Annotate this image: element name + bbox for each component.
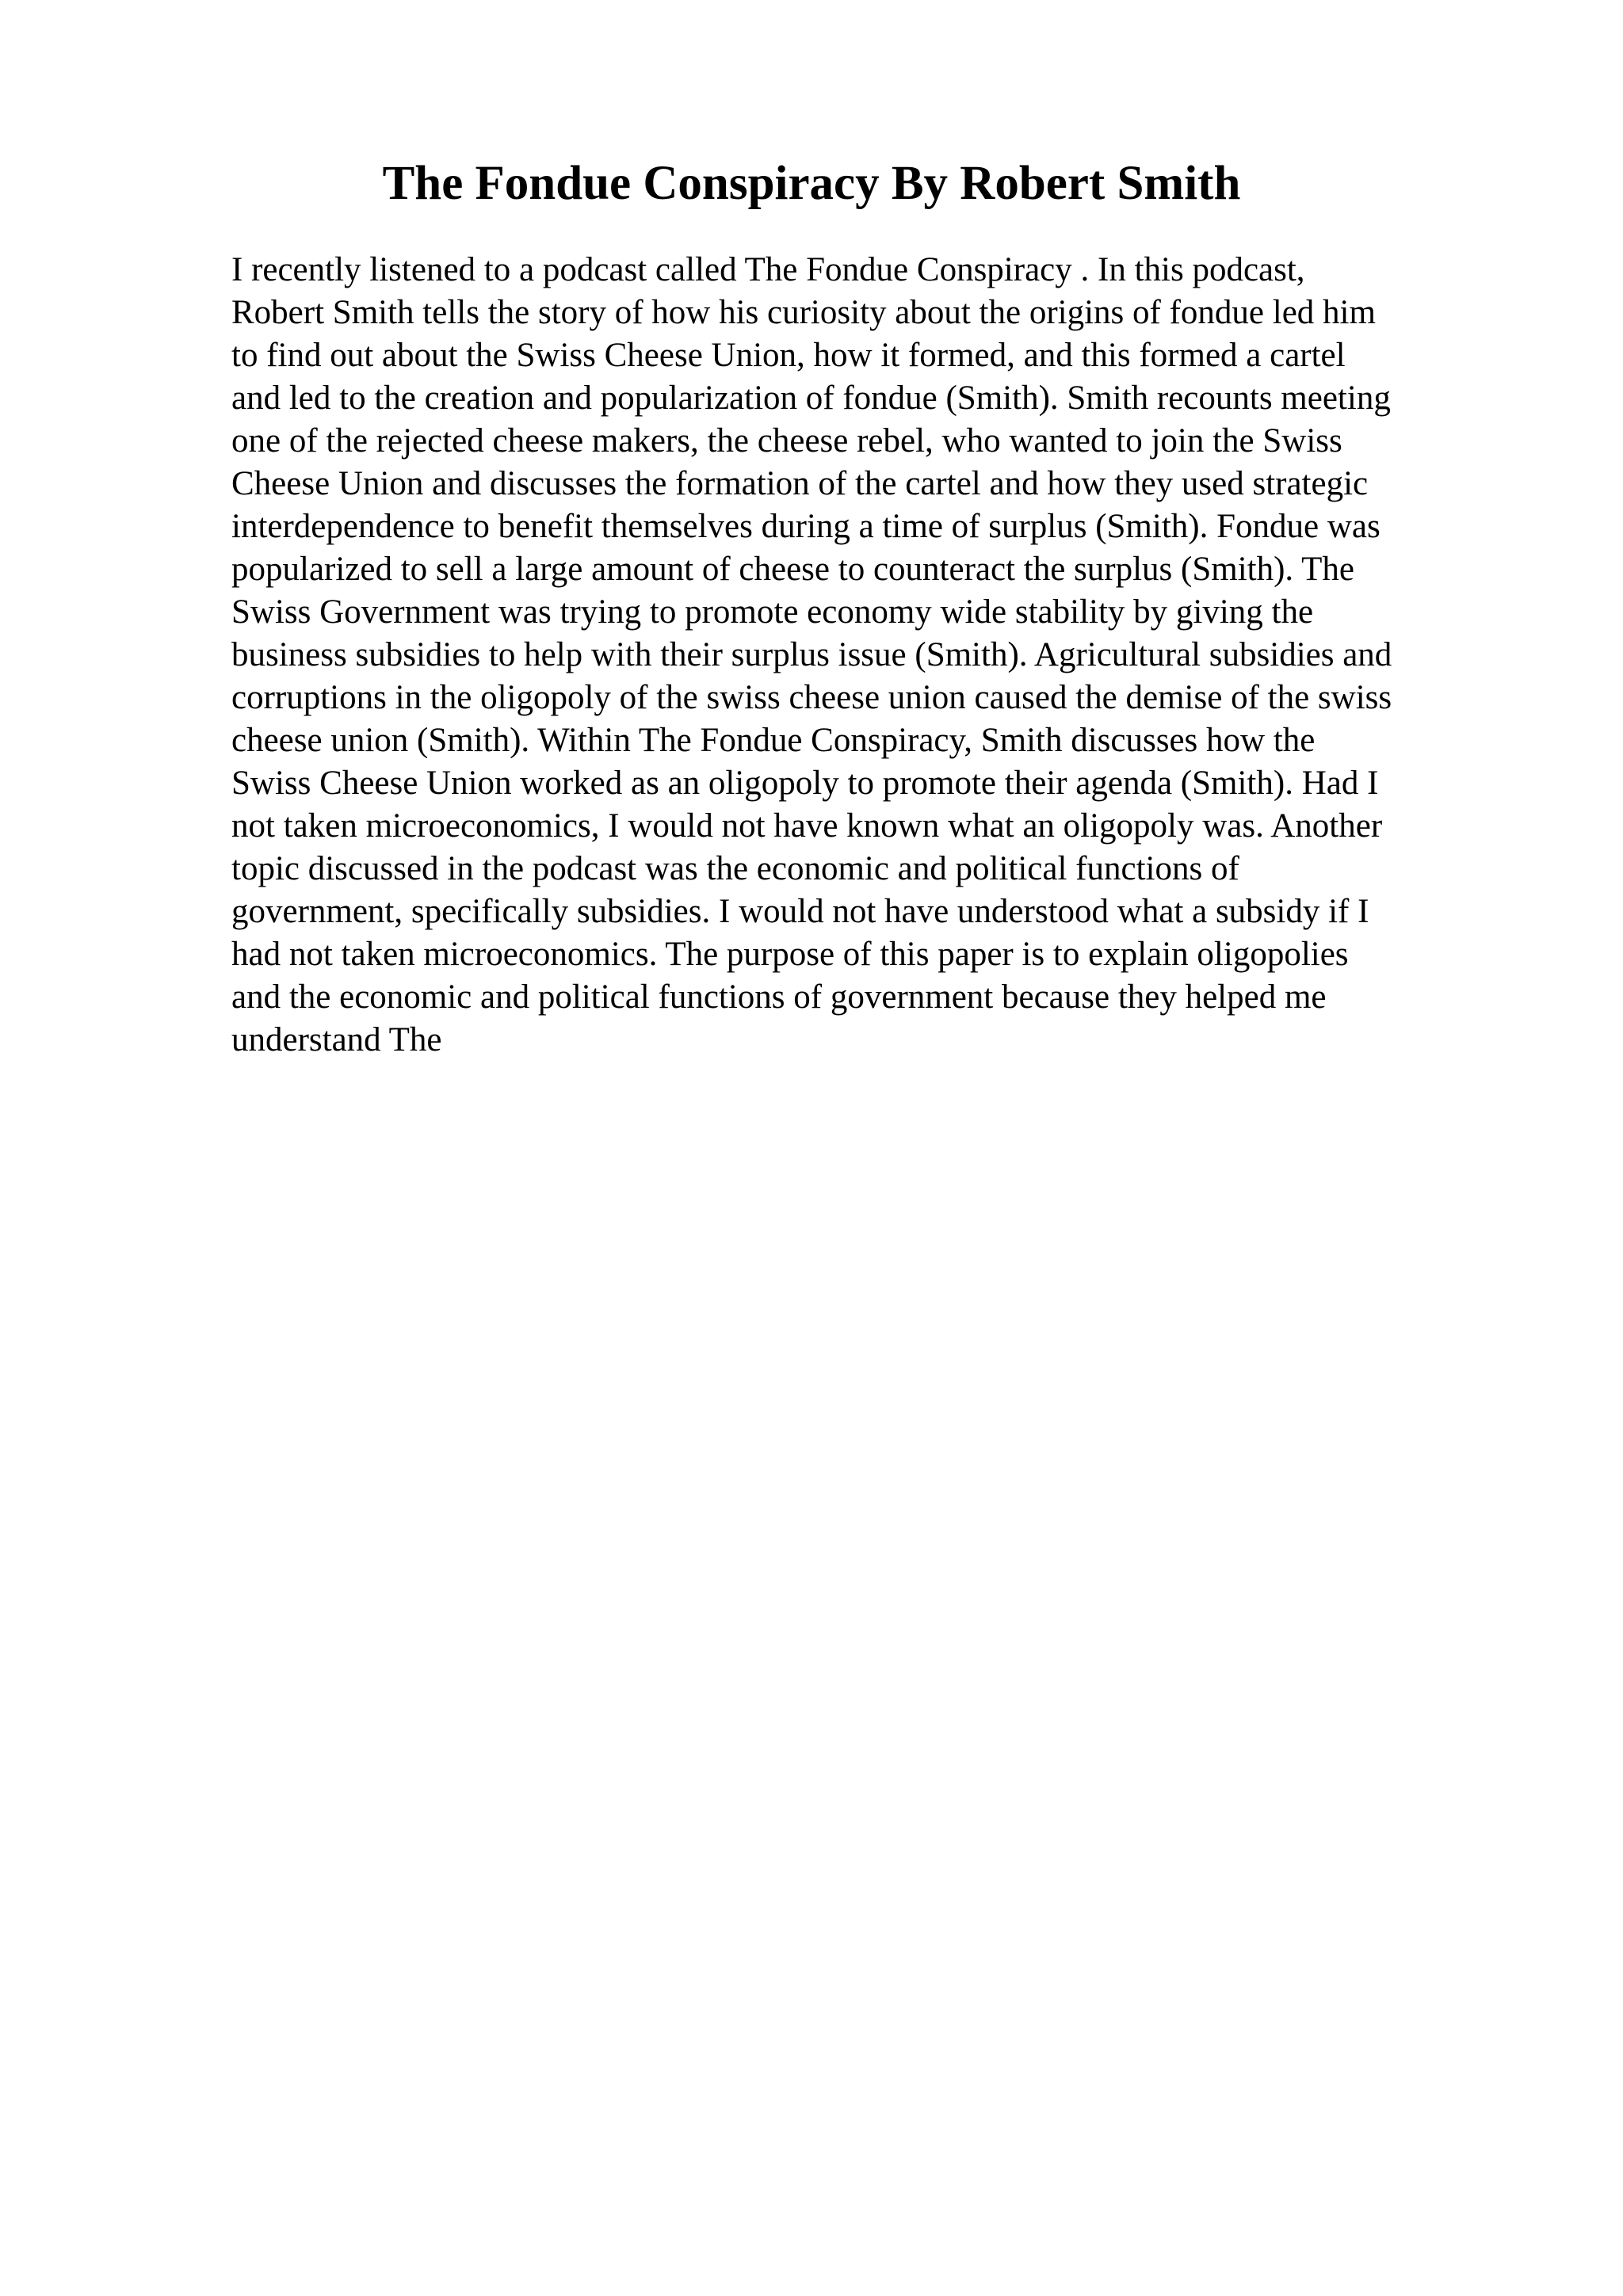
body-line: Cheese Union and discusses the formation of the cartel and how they used strategic [231,465,1369,502]
body-line: popularized to sell a large amount of cheese to counteract the surplus (Smith). The [231,551,1354,588]
body-paragraph [231,249,1579,1062]
body-line: Swiss Cheese Union worked as an oligopoly to promote their agenda (Smith). Had I [231,765,1379,802]
body-line: one of the rejected cheese makers, the cheese rebel, who wanted to join the Swiss [231,422,1342,460]
body-line: topic discussed in the podcast was the economic and political functions of [231,850,1239,887]
body-line: had not taken microeconomics. The purpose of this paper is to explain oligopolies [231,936,1349,973]
body-line: Robert Smith tells the story of how his curiosity about the origins of fondue led him [231,294,1376,331]
body-line: and led to the creation and popularization of fondue (Smith). Smith recounts meeting [231,379,1391,417]
body-line: business subsidies to help with their surplus issue (Smith). Agricultural subsidies and [231,636,1392,673]
body-line: Swiss Government was trying to promote economy wide stability by giving the [231,593,1314,631]
body-line: corruptions in the oligopoly of the swiss cheese union caused the demise of the swiss [231,679,1392,716]
body-line: to find out about the Swiss Cheese Union, how it formed, and this formed a cartel [231,337,1346,374]
document-title: The Fondue Conspiracy By Robert Smith [382,157,1241,210]
body-line: cheese union (Smith). Within The Fondue Conspiracy, Smith discusses how the [231,722,1316,759]
body-line: and the economic and political functions of government because they helped me [231,978,1327,1016]
body-line: I recently listened to a podcast called The Fondue Conspiracy . In this podcast, [231,251,1305,288]
body-line: government, specifically subsidies. I would not have understood what a subsidy if I [231,893,1369,930]
body-line: not taken microeconomics, I would not have known what an oligopoly was. Another [231,807,1383,845]
body-line: understand The [231,1021,442,1058]
body-line: interdependence to benefit themselves during a time of surplus (Smith). Fondue was [231,508,1381,545]
